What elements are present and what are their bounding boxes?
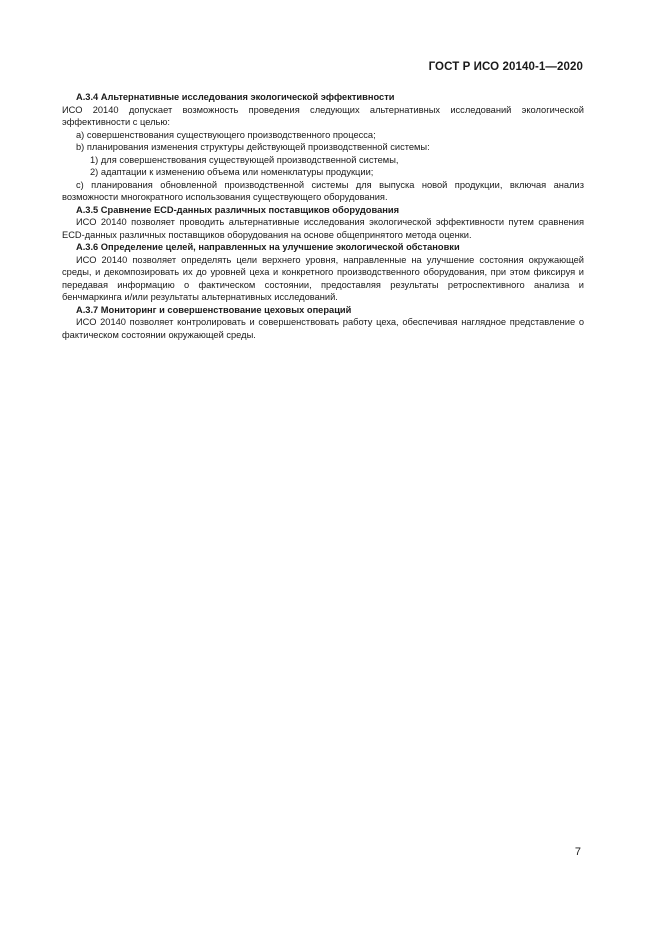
section-a37-body: ИСО 20140 позволяет контролировать и совершенствовать работу цеха, обеспечивая наглядное представление о фактическом состоянии окружающей среды. [62, 317, 584, 340]
section-a35-body: ИСО 20140 позволяет проводить альтернативные исследования экологической эффективности путем сравнения ECD-данных различных поставщиков оборудования на основе общепринятого метода оценки. [62, 217, 584, 240]
list-item-b: b) планирования изменения структуры действующей производственной системы: [76, 142, 430, 152]
document-header: ГОСТ Р ИСО 20140-1—2020 [428, 61, 583, 73]
section-heading-a36: А.3.6 Определение целей, направленных на улучшение экологической обстановки [76, 242, 460, 252]
section-heading-a34: А.3.4 Альтернативные исследования экологической эффективности [76, 92, 395, 102]
list-item-b1: 1) для совершенствования существующей производственной системы, [90, 154, 399, 165]
section-heading-a37: А.3.7 Мониторинг и совершенствование цеховых операций [76, 304, 352, 315]
section-a36-body: ИСО 20140 позволяет определять цели верхнего уровня, направленные на улучшение состояния окружающей среды, и декомпозировать их до уровней цеха и конкретного производственного оборудования, при этом фиксируя и передавая информацию о фактическом состоянии, предоставляя результаты ретроспективного анализа и бенчмаркинга и/или результаты альтернативных исследований. [62, 254, 584, 302]
list-item-a: a) совершенствования существующего производственного процесса; [76, 129, 376, 140]
page-content [62, 91, 584, 341]
section-a34-intro [62, 104, 584, 129]
section-a34-intro-text: ИСО 20140 допускает возможность проведения следующих альтернативных исследований экологической эффективности с целью: [62, 104, 584, 127]
section-heading-a35: А.3.5 Сравнение ECD-данных различных поставщиков оборудования [76, 204, 400, 215]
list-item-c: c) планирования обновленной производственной системы для выпуска новой продукции, включая анализ возможности многократного использования существующего оборудования. [62, 179, 584, 202]
page-number: 7 [574, 846, 581, 858]
list-item-b2: 2) адаптации к изменению объема или номенклатуры продукции; [90, 167, 374, 177]
